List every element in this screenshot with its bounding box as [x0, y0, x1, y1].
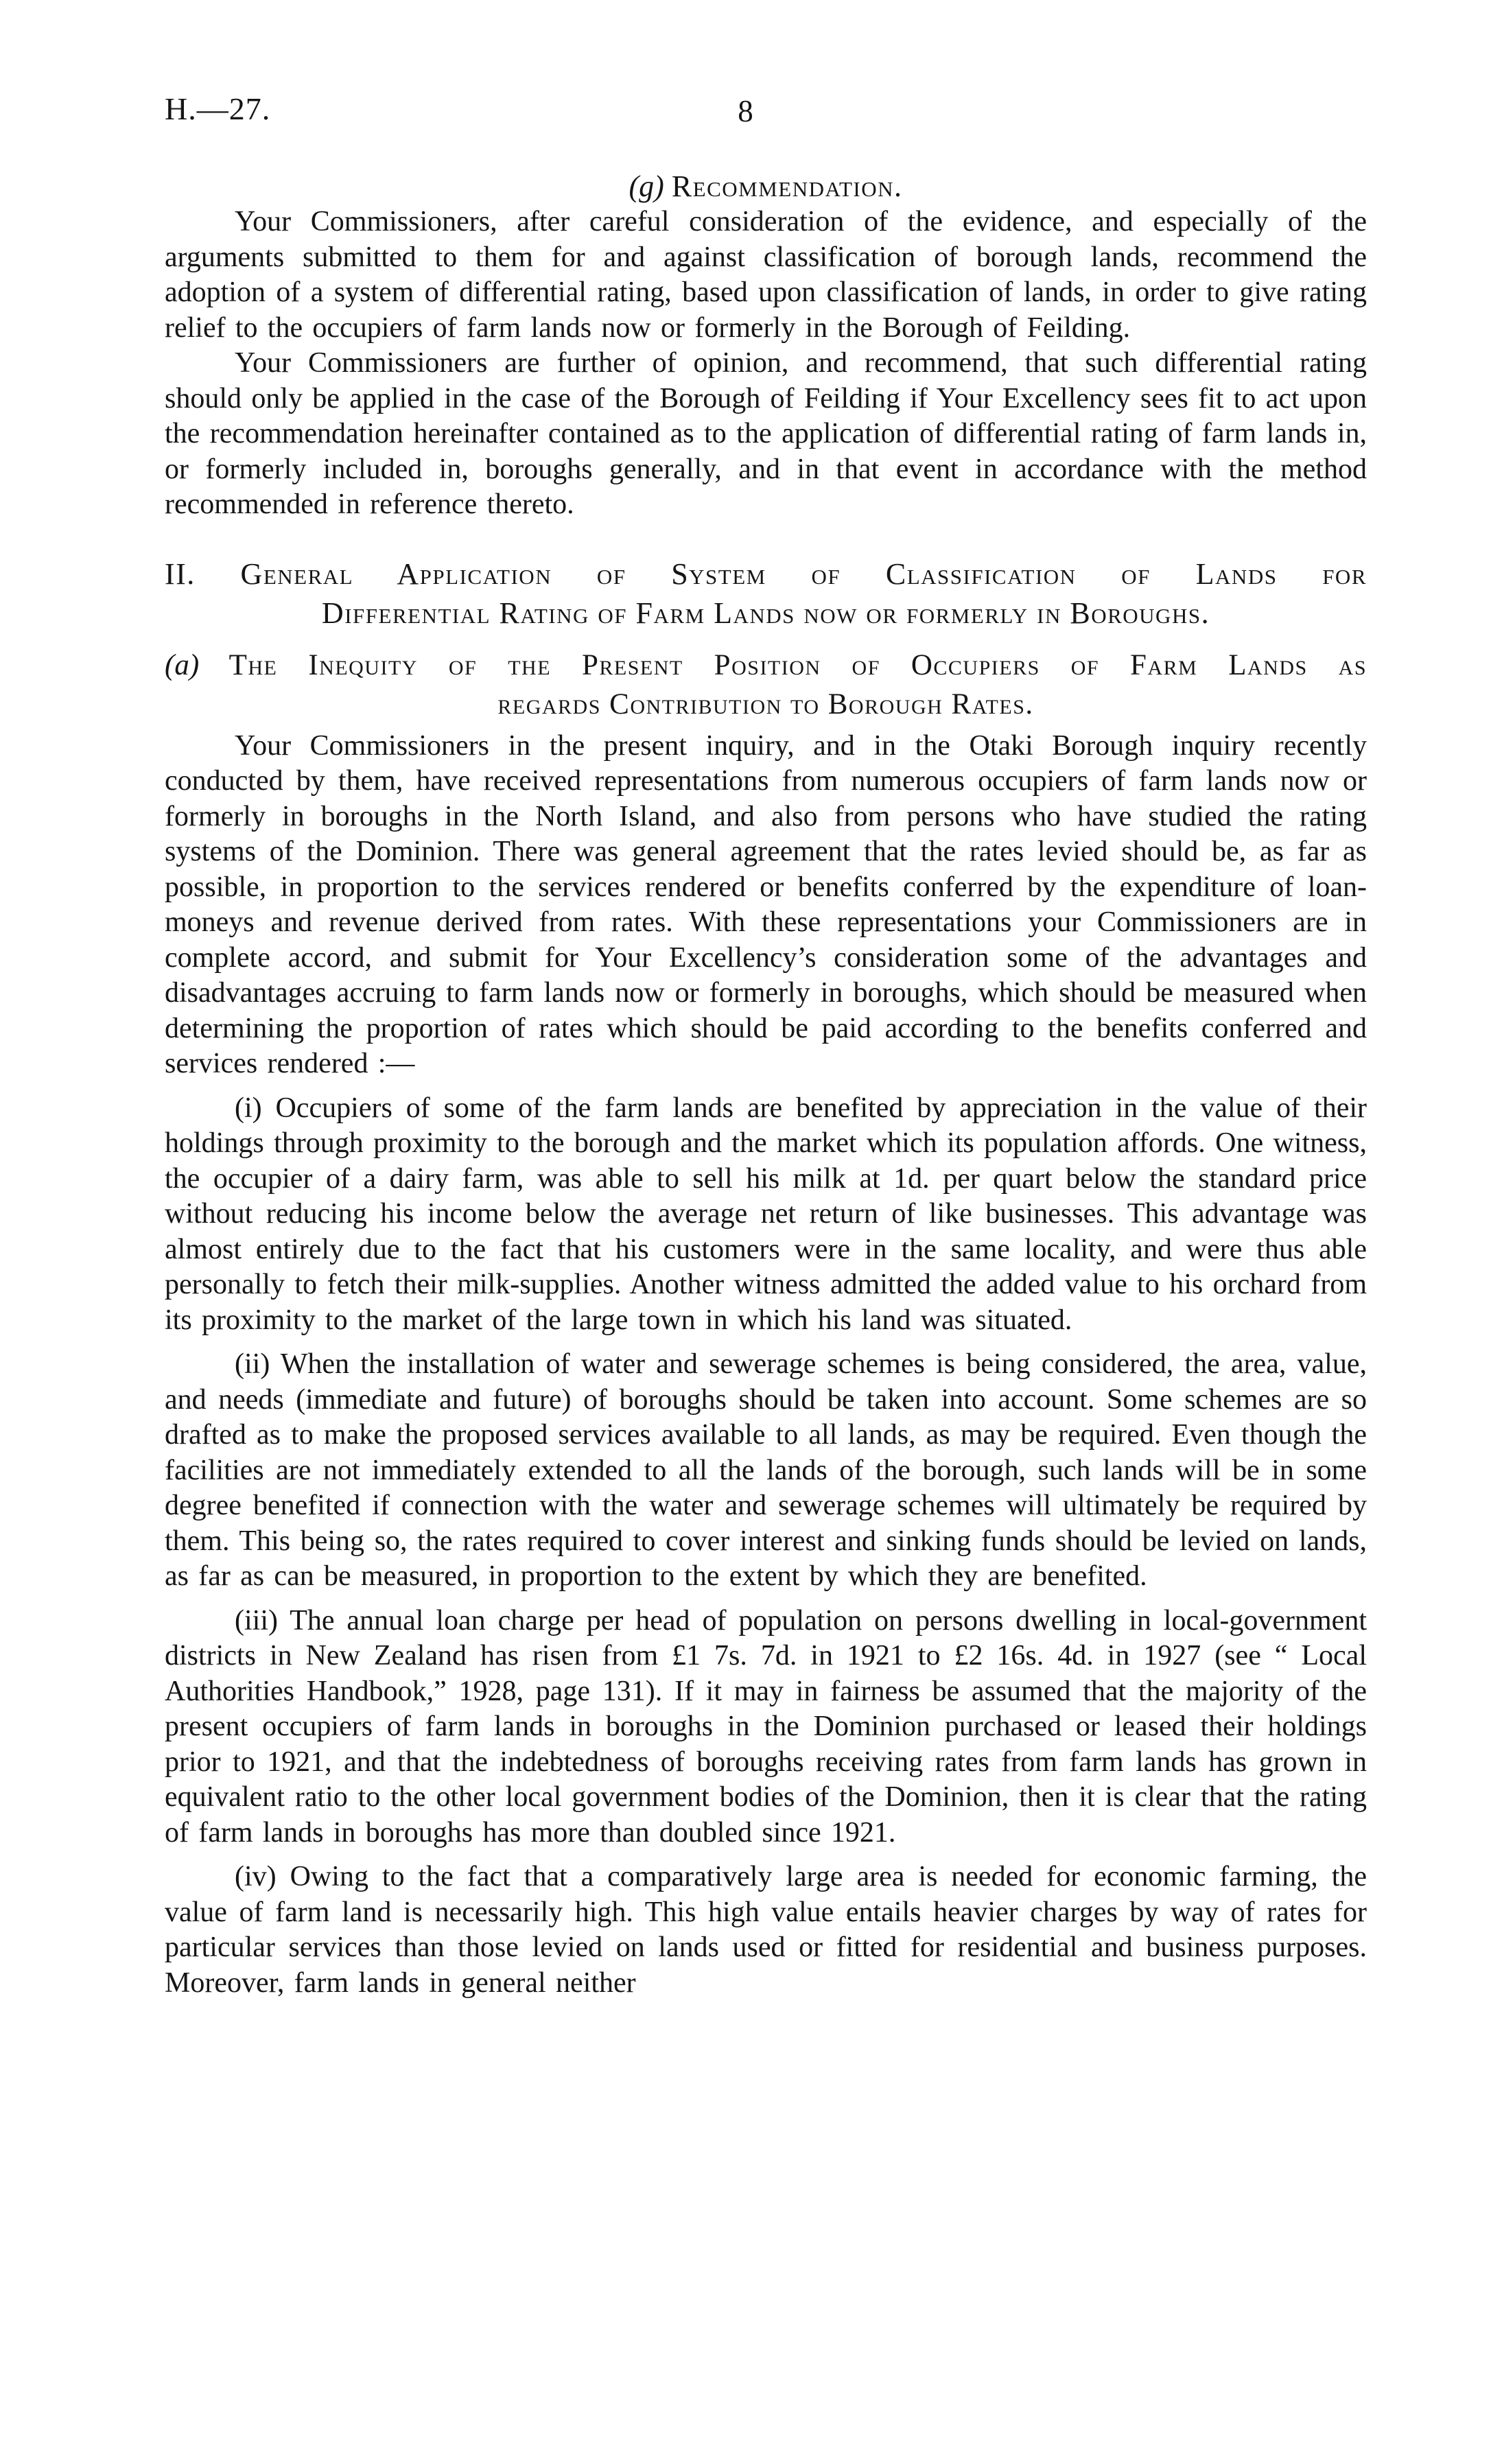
- heading-subsection-a-line1: [165, 647, 1367, 684]
- list-item-iii: [165, 1604, 1367, 1851]
- heading-recommendation-label: (g): [629, 169, 664, 203]
- heading-subsection-a-line2: regards Contribution to Borough Rates.: [497, 688, 1034, 720]
- subsection-a-intro-paragraph: Your Commissioners in the present inquiry, and in the Otaki Borough inquiry recently conducted by them, have received representations from numerous occupiers of farm lands now or formerly in boroughs in the North Island, and also from persons who have studied the rating systems of the Dominion. There was general agreement that the rates levied should be, as far as possible, in proportion to the services rendered or benefits conferred by the expenditure of loan-moneys and revenue derived from rates. With these representations your Commissioners are in complete accord, and submit for Your Excellency’s consideration some of the advantages and disadvantages accruing to farm lands now or formerly in boroughs, which should be measured when determining the proportion of rates which should be paid according to the benefits conferred and services rendered :—: [165, 729, 1367, 1079]
- document-reference: H.—27.: [165, 91, 271, 126]
- list-item-iii-label: (iii): [235, 1604, 278, 1636]
- heading-recommendation-title: Recommendation.: [671, 169, 903, 203]
- list-item-iii-text: The annual loan charge per head of population on persons dwelling in local-government districts in New Zealand has risen from £1 7s. 7d. in 1921 to £2 16s. 4d. in 1927 (see “ Local Authorities Handbook,” 1928, page 131). If it may in fairness be assumed that the majority of the present occupiers of farm lands in boroughs in the Dominion purchased or leased their holdings prior to 1921, and that the indebtedness of boroughs receiving rates from farm lands has grown in equivalent ratio to the other local government bodies of the Dominion, then it is clear that the rating of farm lands in boroughs has more than doubled since 1921.: [165, 1604, 1367, 1849]
- heading-section-ii: [165, 556, 1367, 632]
- list-item-iv: [165, 1859, 1367, 2001]
- heading-subsection-a-label: (a): [165, 648, 200, 681]
- list-item-i: [165, 1091, 1367, 1339]
- list-item-iv-label: (iv): [235, 1861, 277, 1892]
- running-header: [165, 91, 1367, 130]
- list-item-ii: [165, 1347, 1367, 1595]
- recommendation-paragraph-2: Your Commissioners are further of opinion, and recommend, that such differential rating should only be applied in the case of the Borough of Feilding if Your Excellency sees fit to act upon the recommendation hereinafter contained as to the application of differential rating of farm lands in, or formerly included in, boroughs generally, and in that event in accordance with the method recommended in reference thereto.: [165, 347, 1367, 520]
- heading-recommendation: [165, 169, 1367, 204]
- page-content: [165, 91, 1367, 2001]
- heading-section-ii-line2: Differential Rating of Farm Lands now or formerly in Boroughs.: [321, 596, 1210, 630]
- heading-section-ii-line1: II. General Application of System of Classification of Lands for: [165, 556, 1367, 591]
- list-item-i-label: (i): [235, 1092, 262, 1124]
- page-number: 8: [738, 94, 753, 128]
- list-item-ii-text: When the installation of water and sewerage schemes is being considered, the area, value, and needs (immediate and future) of boroughs should be taken into account. Some schemes are so drafted as to make the proposed services available to all lands, as may be required. Even though the facilities are not immediately extended to all the lands of the borough, such lands will be in some degree benefited if connection with the water and sewerage schemes will ultimately be required by them. This being so, the rates required to cover interest and sinking funds should be levied on lands, as far as can be measured, in proportion to the extent by which they are benefited.: [165, 1348, 1367, 1592]
- recommendation-paragraph-1: Your Commissioners, after careful consideration of the evidence, and especially of the arguments submitted to them for and against classification of borough lands, recommend the adoption of a system of differential rating, based upon classification of lands, in order to give rating relief to the occupiers of farm lands now or formerly in the Borough of Feilding.: [165, 206, 1367, 344]
- list-item-iv-text: Owing to the fact that a comparatively large area is needed for economic farming, the value of farm land is necessarily high. This high value entails heavier charges by way of rates for particular services than those levied on lands used or fitted for residential and business purposes. Moreover, farm lands in general neither: [165, 1861, 1367, 1999]
- heading-subsection-a: [165, 647, 1367, 723]
- heading-subsection-a-title: The Inequity of the Present Position of Occupiers of Farm Lands as: [228, 648, 1367, 681]
- list-item-i-text: Occupiers of some of the farm lands are benefited by appreciation in the value of their holdings through proximity to the borough and the market which its population affords. One witness, the occupier of a dairy farm, was able to sell his milk at 1d. per quart below the standard price without reducing his income below the average net return of like businesses. This advantage was almost entirely due to the fact that his customers were in the same locality, and were thus able personally to fetch their milk-supplies. Another witness admitted the added value to his orchard from its proximity to the market of the large town in which his land was situated.: [165, 1092, 1367, 1336]
- list-item-ii-label: (ii): [235, 1348, 270, 1380]
